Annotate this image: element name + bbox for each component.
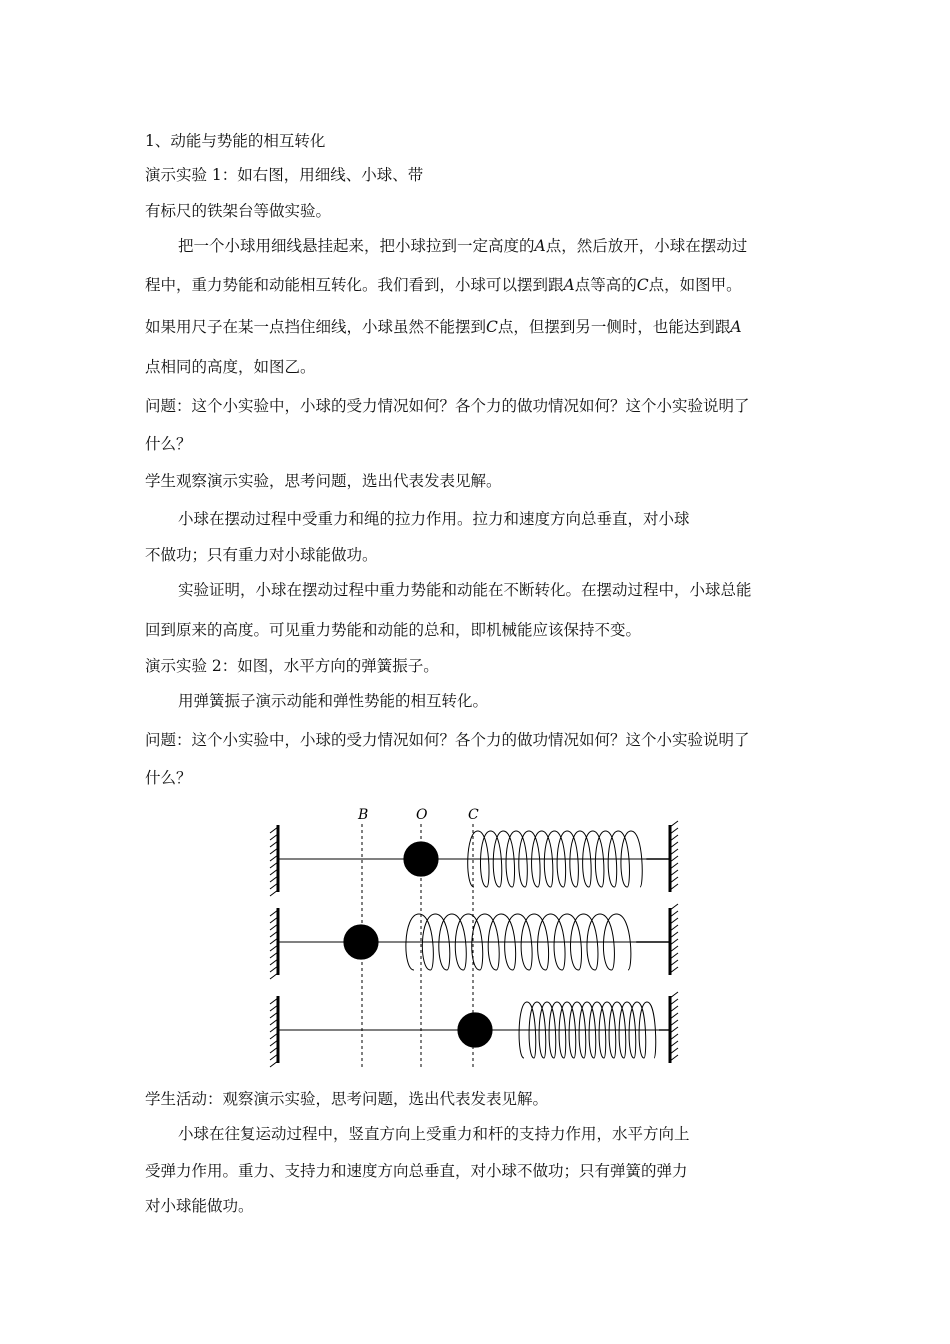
para1-line2: 程中，重力势能和动能相互转化。我们看到，小球可以摆到跟A点等高的C点，如图甲。 xyxy=(145,276,742,294)
demo2-description: 用弹簧振子演示动能和弹性势能的相互转化。 xyxy=(178,692,489,710)
answer2-line2: 受弹力作用。重力、支持力和速度方向总垂直，对小球不做功；只有弹簧的弹力 xyxy=(145,1162,688,1180)
question1-line2: 什么？ xyxy=(145,435,192,453)
conclusion1-line2: 回到原来的高度。可见重力势能和动能的总和，即机械能应该保持不变。 xyxy=(145,621,642,639)
left-wall-hatch xyxy=(270,1061,278,1067)
label-o: O xyxy=(416,807,428,823)
answer1-line2: 不做功；只有重力对小球能做功。 xyxy=(145,546,378,564)
student1-text: 学生观察演示实验，思考问题，选出代表发表见解。 xyxy=(145,472,502,490)
answer2-line3: 对小球能做功。 xyxy=(145,1197,254,1215)
answer2-line1: 小球在往复运动过程中，竖直方向上受重力和杆的支持力作用，水平方向上 xyxy=(178,1125,690,1143)
demo1-line2: 有标尺的铁架台等做实验。 xyxy=(145,202,332,220)
question2-line2: 什么？ xyxy=(145,769,192,787)
right-wall-hatch xyxy=(670,821,678,827)
label-b: B xyxy=(358,807,369,823)
label-c: C xyxy=(468,807,479,823)
conclusion1-line1: 实验证明，小球在摆动过程中重力势能和动能在不断转化。在摆动过程中，小球总能 xyxy=(178,581,752,599)
demo2-heading: 演示实验 2：如图，水平方向的弹簧振子。 xyxy=(145,657,439,675)
section-heading: 1、动能与势能的相互转化 xyxy=(145,132,326,150)
ball xyxy=(458,1013,492,1047)
para1-line1: 把一个小球用细线悬挂起来，把小球拉到一定高度的A点，然后放开，小球在摆动过 xyxy=(178,237,748,255)
ball xyxy=(404,842,438,876)
right-wall-hatch xyxy=(670,992,678,998)
right-wall-hatch xyxy=(670,904,678,910)
question2-line1: 问题：这个小实验中，小球的受力情况如何？各个力的做功情况如何？这个小实验说明了 xyxy=(145,731,750,749)
answer1-line1: 小球在摆动过程中受重力和绳的拉力作用。拉力和速度方向总垂直，对小球 xyxy=(178,510,690,528)
student2-text: 学生活动：观察演示实验，思考问题，选出代表发表见解。 xyxy=(145,1090,549,1108)
spring-oscillator-figure xyxy=(262,800,687,1072)
para1-line4: 点相同的高度，如图乙。 xyxy=(145,358,316,376)
question1-line1: 问题：这个小实验中，小球的受力情况如何？各个力的做功情况如何？这个小实验说明了 xyxy=(145,397,750,415)
left-wall-hatch xyxy=(270,890,278,896)
para1-line3: 如果用尺子在某一点挡住细线，小球虽然不能摆到C点，但摆到另一侧时，也能达到跟A xyxy=(145,318,742,336)
left-wall-hatch xyxy=(270,973,278,979)
demo1-line1: 演示实验 1：如右图，用细线、小球、带 xyxy=(145,166,424,184)
ball xyxy=(344,925,378,959)
